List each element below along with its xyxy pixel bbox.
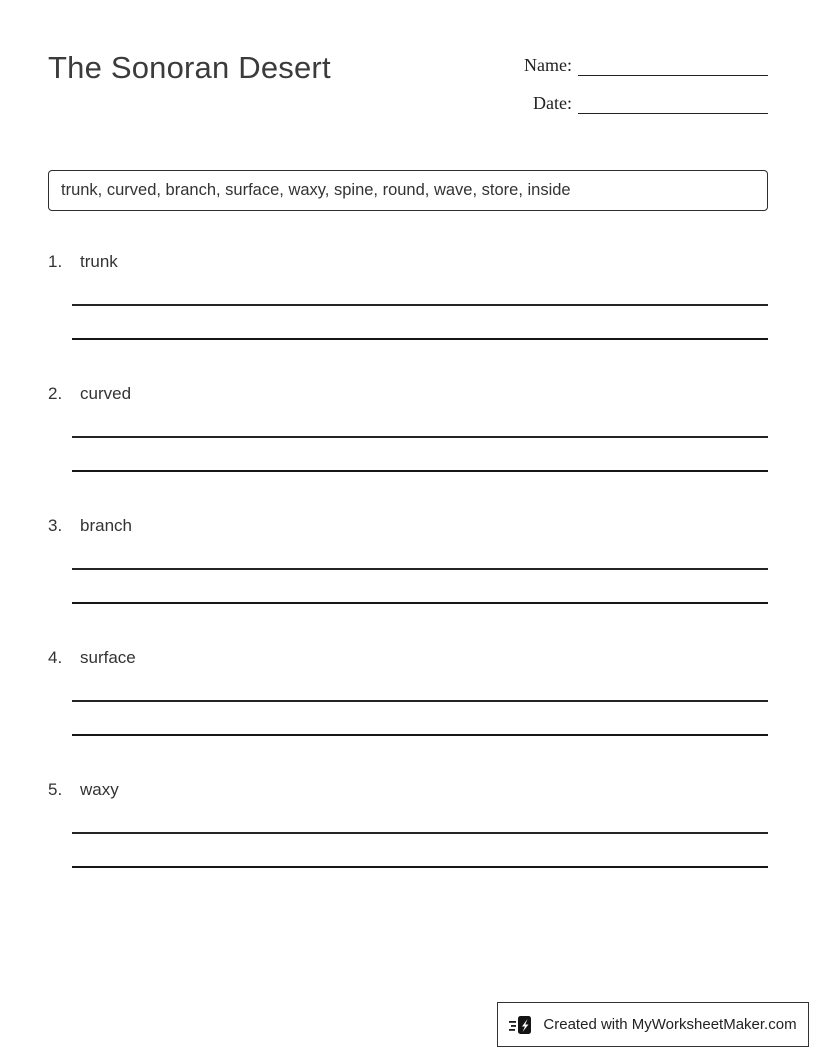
item-word: waxy — [80, 780, 119, 799]
answer-line-2 — [72, 734, 768, 736]
item-word: surface — [80, 648, 136, 667]
item-label — [48, 514, 132, 538]
item-label — [48, 778, 119, 802]
answer-line-1 — [72, 436, 768, 438]
item-label — [48, 250, 118, 274]
item-number: 1. — [48, 252, 63, 271]
answer-line-1 — [72, 304, 768, 306]
word-bank-box — [48, 170, 768, 211]
item-label — [48, 382, 131, 406]
worksheet-maker-credit-badge[interactable] — [497, 1002, 809, 1047]
page-title: The Sonoran Desert — [48, 50, 331, 85]
vocab-item-1 — [48, 250, 768, 372]
answer-line-1 — [72, 832, 768, 834]
name-label: Name: — [524, 55, 572, 75]
item-number: 2. — [48, 384, 63, 403]
item-number: 3. — [48, 516, 63, 535]
answer-line-2 — [72, 866, 768, 868]
date-field-row — [518, 90, 768, 114]
word-bank-text: trunk, curved, branch, surface, waxy, spine, round, wave, store, inside — [61, 181, 571, 199]
header-fields — [518, 52, 768, 128]
vocab-item-5 — [48, 778, 768, 900]
answer-line-2 — [72, 470, 768, 472]
answer-line-2 — [72, 602, 768, 604]
footer-credit-text: Created with MyWorksheetMaker.com — [543, 1016, 797, 1033]
item-number: 5. — [48, 780, 63, 799]
answer-line-2 — [72, 338, 768, 340]
answer-line-1 — [72, 700, 768, 702]
item-word: trunk — [80, 252, 118, 271]
item-label — [48, 646, 136, 670]
worksheet-maker-logo-icon — [509, 1013, 535, 1037]
vocab-item-3 — [48, 514, 768, 636]
item-number: 4. — [48, 648, 63, 667]
date-label: Date: — [533, 93, 572, 113]
item-word: branch — [80, 516, 132, 535]
vocab-item-4 — [48, 646, 768, 768]
answer-line-1 — [72, 568, 768, 570]
name-field-row — [518, 52, 768, 76]
date-blank-line — [578, 94, 768, 114]
item-word: curved — [80, 384, 132, 403]
name-blank-line — [578, 56, 768, 76]
vocab-item-2 — [48, 382, 768, 504]
